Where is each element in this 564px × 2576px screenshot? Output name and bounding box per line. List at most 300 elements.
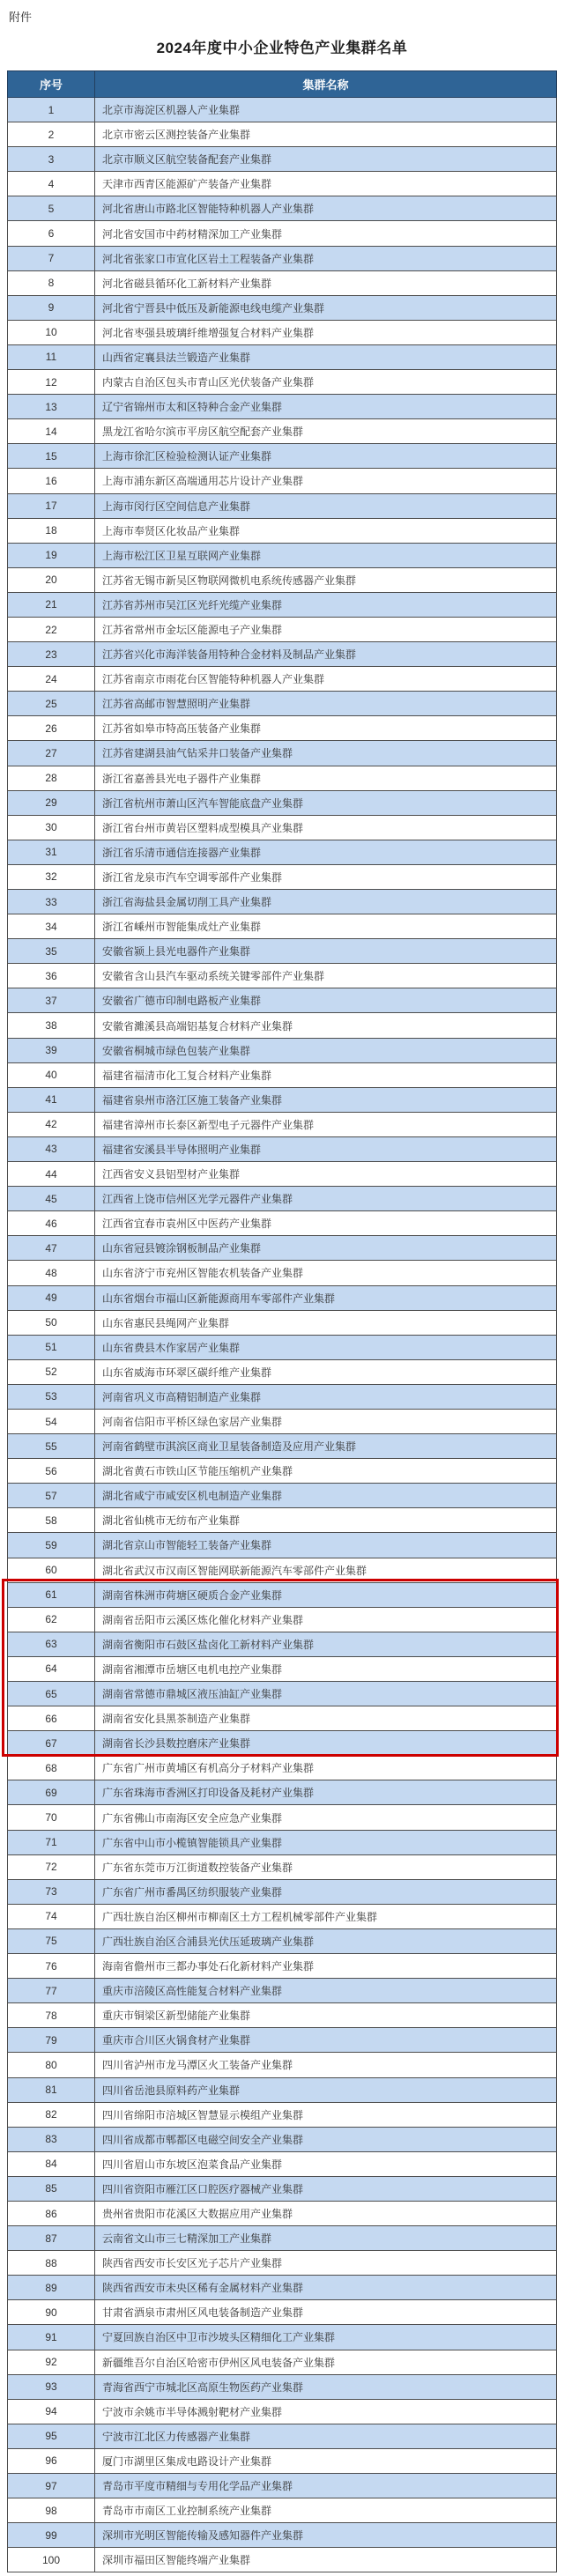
row-index-cell: 63 (8, 1632, 95, 1656)
row-name-cell: 河北省磁县循环化工新材料产业集群 (95, 270, 557, 295)
table-row (8, 1087, 557, 1112)
row-index-cell: 96 (8, 2448, 95, 2473)
table-row (8, 815, 557, 840)
row-index-cell: 21 (8, 592, 95, 617)
row-index-cell: 30 (8, 815, 95, 840)
table-row (8, 988, 557, 1013)
table-row (8, 1756, 557, 1780)
row-name-cell: 广东省广州市番禺区纺织服装产业集群 (95, 1879, 557, 1904)
row-index-cell: 89 (8, 2276, 95, 2300)
table-row (8, 295, 557, 320)
row-index-cell: 94 (8, 2399, 95, 2424)
row-name-cell: 山东省烟台市福山区新能源商用车零部件产业集群 (95, 1285, 557, 1310)
attachment-label: 附件 (9, 11, 33, 24)
table-row (8, 716, 557, 741)
row-index-cell: 33 (8, 890, 95, 914)
row-name-cell: 江苏省苏州市吴江区光纤光缆产业集群 (95, 592, 557, 617)
row-name-cell: 江西省宜春市袁州区中医药产业集群 (95, 1211, 557, 1236)
table-row (8, 2548, 557, 2572)
table-row (8, 147, 557, 172)
col-header-name: 集群名称 (95, 71, 557, 98)
table-row (8, 2350, 557, 2374)
table-row (8, 2053, 557, 2077)
row-index-cell: 98 (8, 2498, 95, 2523)
table-row (8, 1780, 557, 1805)
table-row (8, 444, 557, 469)
table-row (8, 2127, 557, 2151)
table-row (8, 1038, 557, 1062)
table-row (8, 1979, 557, 2003)
row-name-cell: 福建省泉州市洛江区施工装备产业集群 (95, 1087, 557, 1112)
table-row (8, 98, 557, 122)
table-row (8, 1261, 557, 1285)
table-row (8, 642, 557, 667)
row-index-cell: 82 (8, 2102, 95, 2127)
row-name-cell: 江西省安义县铝型材产业集群 (95, 1162, 557, 1187)
row-name-cell: 青海省西宁市城北区高原生物医药产业集群 (95, 2374, 557, 2399)
row-index-cell: 78 (8, 2003, 95, 2028)
row-name-cell: 新疆维吾尔自治区哈密市伊州区风电装备产业集群 (95, 2350, 557, 2374)
table-row (8, 1954, 557, 1979)
row-index-cell: 43 (8, 1136, 95, 1161)
page-title: 2024年度中小企业特色产业集群名单 (156, 40, 408, 56)
row-index-cell: 22 (8, 617, 95, 641)
table-row (8, 1879, 557, 1904)
row-name-cell: 黑龙江省哈尔滨市平房区航空配套产业集群 (95, 419, 557, 444)
row-index-cell: 79 (8, 2028, 95, 2053)
row-index-cell: 87 (8, 2226, 95, 2251)
table-row (8, 1508, 557, 1533)
row-name-cell: 湖南省衡阳市石鼓区盐卤化工新材料产业集群 (95, 1632, 557, 1656)
row-index-cell: 97 (8, 2474, 95, 2498)
row-index-cell: 5 (8, 196, 95, 221)
row-index-cell: 74 (8, 1904, 95, 1928)
row-name-cell: 四川省泸州市龙马潭区火工装备产业集群 (95, 2053, 557, 2077)
row-index-cell: 100 (8, 2548, 95, 2572)
row-index-cell: 44 (8, 1162, 95, 1187)
row-name-cell: 广西壮族自治区柳州市柳南区土方工程机械零部件产业集群 (95, 1904, 557, 1928)
row-index-cell: 71 (8, 1830, 95, 1854)
table-row (8, 2276, 557, 2300)
row-name-cell: 天津市西青区能源矿产装备产业集群 (95, 172, 557, 196)
row-index-cell: 99 (8, 2523, 95, 2548)
row-index-cell: 9 (8, 295, 95, 320)
row-name-cell: 江苏省高邮市智慧照明产业集群 (95, 692, 557, 716)
row-name-cell: 北京市密云区测控装备产业集群 (95, 122, 557, 147)
row-index-cell: 13 (8, 395, 95, 419)
row-name-cell: 北京市顺义区航空装备配套产业集群 (95, 147, 557, 172)
row-name-cell: 安徽省含山县汽车驱动系统关键零部件产业集群 (95, 964, 557, 988)
row-index-cell: 39 (8, 1038, 95, 1062)
row-index-cell: 90 (8, 2300, 95, 2325)
row-name-cell: 安徽省濉溪县高端铝基复合材料产业集群 (95, 1013, 557, 1038)
table-row (8, 1285, 557, 1310)
row-name-cell: 贵州省贵阳市花溪区大数据应用产业集群 (95, 2201, 557, 2225)
row-index-cell: 37 (8, 988, 95, 1013)
table-row (8, 2474, 557, 2498)
row-name-cell: 湖南省湘潭市岳塘区电机电控产业集群 (95, 1656, 557, 1681)
row-name-cell: 深圳市福田区智能终端产业集群 (95, 2548, 557, 2572)
row-index-cell: 6 (8, 221, 95, 246)
table-row (8, 2201, 557, 2225)
row-name-cell: 江苏省兴化市海洋装备用特种合金材料及制品产业集群 (95, 642, 557, 667)
row-index-cell: 27 (8, 741, 95, 766)
table-row (8, 1533, 557, 1558)
row-name-cell: 深圳市光明区智能传输及感知器件产业集群 (95, 2523, 557, 2548)
row-index-cell: 18 (8, 518, 95, 543)
row-index-cell: 70 (8, 1805, 95, 1830)
row-index-cell: 42 (8, 1112, 95, 1136)
table-row (8, 469, 557, 493)
cluster-table (7, 70, 557, 2572)
row-name-cell: 浙江省嘉善县光电子器件产业集群 (95, 766, 557, 790)
table-row (8, 890, 557, 914)
row-name-cell: 广东省佛山市南海区安全应急产业集群 (95, 1805, 557, 1830)
row-index-cell: 36 (8, 964, 95, 988)
table-row (8, 1409, 557, 1433)
row-name-cell: 浙江省杭州市萧山区汽车智能底盘产业集群 (95, 790, 557, 815)
row-name-cell: 重庆市涪陵区高性能复合材料产业集群 (95, 1979, 557, 2003)
row-name-cell: 山东省济宁市兖州区智能农机装备产业集群 (95, 1261, 557, 1285)
row-name-cell: 安徽省颍上县光电器件产业集群 (95, 939, 557, 964)
row-index-cell: 61 (8, 1582, 95, 1607)
row-index-cell: 65 (8, 1682, 95, 1706)
row-index-cell: 68 (8, 1756, 95, 1780)
row-index-cell: 8 (8, 270, 95, 295)
table-row (8, 493, 557, 518)
table-row (8, 2399, 557, 2424)
row-name-cell: 上海市松江区卫星互联网产业集群 (95, 543, 557, 567)
table-row (8, 1484, 557, 1508)
row-name-cell: 湖北省仙桃市无纺布产业集群 (95, 1508, 557, 1533)
row-index-cell: 73 (8, 1879, 95, 1904)
row-index-cell: 19 (8, 543, 95, 567)
row-index-cell: 52 (8, 1359, 95, 1384)
table-row (8, 1854, 557, 1879)
row-name-cell: 山东省惠民县绳网产业集群 (95, 1310, 557, 1335)
table-row (8, 1112, 557, 1136)
table-row (8, 1731, 557, 1756)
table-row (8, 939, 557, 964)
table-row (8, 667, 557, 692)
row-name-cell: 上海市徐汇区检验检测认证产业集群 (95, 444, 557, 469)
table-row (8, 2176, 557, 2201)
table-row (8, 1211, 557, 1236)
row-index-cell: 76 (8, 1954, 95, 1979)
table-row (8, 914, 557, 939)
table-row (8, 1582, 557, 1607)
row-index-cell: 17 (8, 493, 95, 518)
table-row (8, 692, 557, 716)
row-index-cell: 4 (8, 172, 95, 196)
row-name-cell: 厦门市湖里区集成电路设计产业集群 (95, 2448, 557, 2473)
table-row (8, 567, 557, 592)
table-row (8, 964, 557, 988)
row-index-cell: 45 (8, 1187, 95, 1211)
table-row (8, 1904, 557, 1928)
table-row (8, 1830, 557, 1854)
row-name-cell: 河北省唐山市路北区智能特种机器人产业集群 (95, 196, 557, 221)
row-name-cell: 山东省费县木作家居产业集群 (95, 1335, 557, 1359)
row-index-cell: 23 (8, 642, 95, 667)
row-name-cell: 四川省绵阳市涪城区智慧显示模组产业集群 (95, 2102, 557, 2127)
row-name-cell: 山东省冠县镀涂钢板制品产业集群 (95, 1236, 557, 1261)
row-index-cell: 25 (8, 692, 95, 716)
table-row (8, 1632, 557, 1656)
row-index-cell: 69 (8, 1780, 95, 1805)
row-index-cell: 3 (8, 147, 95, 172)
table-row (8, 2102, 557, 2127)
table-row (8, 1187, 557, 1211)
row-index-cell: 11 (8, 344, 95, 369)
table-row (8, 741, 557, 766)
row-index-cell: 84 (8, 2151, 95, 2176)
row-index-cell: 31 (8, 840, 95, 864)
row-index-cell: 92 (8, 2350, 95, 2374)
table-row (8, 2151, 557, 2176)
row-name-cell: 湖北省京山市智能轻工装备产业集群 (95, 1533, 557, 1558)
row-name-cell: 浙江省龙泉市汽车空调零部件产业集群 (95, 864, 557, 889)
row-name-cell: 广东省东莞市万江街道数控装备产业集群 (95, 1854, 557, 1879)
row-index-cell: 46 (8, 1211, 95, 1236)
table-row (8, 518, 557, 543)
row-name-cell: 福建省安溪县半导体照明产业集群 (95, 1136, 557, 1161)
table-row (8, 2300, 557, 2325)
row-name-cell: 四川省眉山市东坡区泡菜食品产业集群 (95, 2151, 557, 2176)
table-row (8, 766, 557, 790)
row-name-cell: 四川省资阳市雁江区口腔医疗器械产业集群 (95, 2176, 557, 2201)
row-name-cell: 陕西省西安市长安区光子芯片产业集群 (95, 2251, 557, 2276)
row-name-cell: 浙江省海盐县金属切削工具产业集群 (95, 890, 557, 914)
row-name-cell: 湖南省株洲市荷塘区硬质合金产业集群 (95, 1582, 557, 1607)
table-row (8, 1384, 557, 1409)
table-row (8, 1434, 557, 1459)
row-name-cell: 安徽省桐城市绿色包装产业集群 (95, 1038, 557, 1062)
row-index-cell: 93 (8, 2374, 95, 2399)
row-index-cell: 66 (8, 1706, 95, 1731)
row-name-cell: 宁波市余姚市半导体溅射靶材产业集群 (95, 2399, 557, 2424)
table-row (8, 320, 557, 344)
row-index-cell: 32 (8, 864, 95, 889)
table-row (8, 617, 557, 641)
row-name-cell: 河北省安国市中药材精深加工产业集群 (95, 221, 557, 246)
row-index-cell: 54 (8, 1409, 95, 1433)
row-index-cell: 15 (8, 444, 95, 469)
table-row (8, 2325, 557, 2350)
row-index-cell: 86 (8, 2201, 95, 2225)
table-row (8, 1335, 557, 1359)
row-index-cell: 35 (8, 939, 95, 964)
row-name-cell: 江苏省常州市金坛区能源电子产业集群 (95, 617, 557, 641)
table-row (8, 1162, 557, 1187)
row-name-cell: 湖北省武汉市汉南区智能网联新能源汽车零部件产业集群 (95, 1558, 557, 1582)
row-index-cell: 50 (8, 1310, 95, 1335)
table-row (8, 2523, 557, 2548)
row-name-cell: 陕西省西安市未央区稀有金属材料产业集群 (95, 2276, 557, 2300)
row-name-cell: 内蒙古自治区包头市青山区光伏装备产业集群 (95, 370, 557, 395)
table-row (8, 395, 557, 419)
row-index-cell: 80 (8, 2053, 95, 2077)
row-name-cell: 广西壮族自治区合浦县光伏压延玻璃产业集群 (95, 1928, 557, 1953)
row-name-cell: 河南省巩义市高精铝制造产业集群 (95, 1384, 557, 1409)
row-name-cell: 广东省广州市黄埔区有机高分子材料产业集群 (95, 1756, 557, 1780)
table-row (8, 1310, 557, 1335)
table-row (8, 1656, 557, 1681)
table-row (8, 1062, 557, 1087)
table-row (8, 2498, 557, 2523)
row-index-cell: 95 (8, 2424, 95, 2448)
table-row (8, 1682, 557, 1706)
table-row (8, 419, 557, 444)
row-name-cell: 浙江省台州市黄岩区塑料成型模具产业集群 (95, 815, 557, 840)
table-row (8, 122, 557, 147)
row-name-cell: 广东省中山市小榄镇智能锁具产业集群 (95, 1830, 557, 1854)
row-name-cell: 湖南省安化县黑茶制造产业集群 (95, 1706, 557, 1731)
row-name-cell: 宁波市江北区力传感器产业集群 (95, 2424, 557, 2448)
row-name-cell: 浙江省乐清市通信连接器产业集群 (95, 840, 557, 864)
row-index-cell: 53 (8, 1384, 95, 1409)
table-row (8, 1558, 557, 1582)
row-name-cell: 湖南省长沙县数控磨床产业集群 (95, 1731, 557, 1756)
row-index-cell: 83 (8, 2127, 95, 2151)
row-name-cell: 江苏省无锡市新吴区物联网微机电系统传感器产业集群 (95, 567, 557, 592)
row-index-cell: 38 (8, 1013, 95, 1038)
table-row (8, 172, 557, 196)
row-name-cell: 上海市闵行区空间信息产业集群 (95, 493, 557, 518)
row-name-cell: 云南省文山市三七精深加工产业集群 (95, 2226, 557, 2251)
table-row (8, 840, 557, 864)
table-row (8, 790, 557, 815)
row-index-cell: 34 (8, 914, 95, 939)
table-row (8, 1805, 557, 1830)
row-index-cell: 81 (8, 2077, 95, 2102)
table-row (8, 1459, 557, 1484)
table-row (8, 270, 557, 295)
row-index-cell: 55 (8, 1434, 95, 1459)
row-name-cell: 四川省成都市郫都区电磁空间安全产业集群 (95, 2127, 557, 2151)
row-name-cell: 广东省珠海市香洲区打印设备及耗材产业集群 (95, 1780, 557, 1805)
table-row (8, 370, 557, 395)
table-row (8, 1136, 557, 1161)
row-name-cell: 河北省宁晋县中低压及新能源电线电缆产业集群 (95, 295, 557, 320)
table-row (8, 196, 557, 221)
row-name-cell: 湖南省常德市鼎城区液压油缸产业集群 (95, 1682, 557, 1706)
table-row (8, 592, 557, 617)
row-name-cell: 河南省鹤壁市淇滨区商业卫星装备制造及应用产业集群 (95, 1434, 557, 1459)
table-row (8, 864, 557, 889)
table-row (8, 543, 557, 567)
row-name-cell: 上海市浦东新区高端通用芯片设计产业集群 (95, 469, 557, 493)
row-name-cell: 福建省漳州市长泰区新型电子元器件产业集群 (95, 1112, 557, 1136)
row-index-cell: 72 (8, 1854, 95, 1879)
row-index-cell: 41 (8, 1087, 95, 1112)
row-name-cell: 山东省威海市环翠区碳纤维产业集群 (95, 1359, 557, 1384)
row-name-cell: 青岛市平度市精细与专用化学品产业集群 (95, 2474, 557, 2498)
row-name-cell: 河南省信阳市平桥区绿色家居产业集群 (95, 1409, 557, 1433)
row-index-cell: 59 (8, 1533, 95, 1558)
row-index-cell: 28 (8, 766, 95, 790)
table-row (8, 2251, 557, 2276)
row-index-cell: 56 (8, 1459, 95, 1484)
row-index-cell: 10 (8, 320, 95, 344)
row-name-cell: 上海市奉贤区化妆品产业集群 (95, 518, 557, 543)
row-index-cell: 51 (8, 1335, 95, 1359)
col-header-index: 序号 (8, 71, 95, 98)
table-row (8, 2077, 557, 2102)
row-name-cell: 青岛市市南区工业控制系统产业集群 (95, 2498, 557, 2523)
row-index-cell: 48 (8, 1261, 95, 1285)
row-name-cell: 河北省枣强县玻璃纤维增强复合材料产业集群 (95, 320, 557, 344)
row-index-cell: 85 (8, 2176, 95, 2201)
row-name-cell: 江苏省建湖县油气钻采井口装备产业集群 (95, 741, 557, 766)
row-name-cell: 甘肃省酒泉市肃州区风电装备制造产业集群 (95, 2300, 557, 2325)
table-row (8, 2448, 557, 2473)
row-index-cell: 62 (8, 1607, 95, 1632)
row-index-cell: 64 (8, 1656, 95, 1681)
row-index-cell: 26 (8, 716, 95, 741)
table-row (8, 2374, 557, 2399)
row-index-cell: 1 (8, 98, 95, 122)
row-name-cell: 江苏省如皋市特高压装备产业集群 (95, 716, 557, 741)
table-row (8, 1928, 557, 1953)
table-row (8, 344, 557, 369)
row-index-cell: 88 (8, 2251, 95, 2276)
table-row (8, 2028, 557, 2053)
row-name-cell: 山西省定襄县法兰锻造产业集群 (95, 344, 557, 369)
row-name-cell: 四川省岳池县原料药产业集群 (95, 2077, 557, 2102)
row-name-cell: 海南省儋州市三都办事处石化新材料产业集群 (95, 1954, 557, 1979)
row-index-cell: 58 (8, 1508, 95, 1533)
table-row (8, 246, 557, 270)
row-index-cell: 2 (8, 122, 95, 147)
row-index-cell: 91 (8, 2325, 95, 2350)
row-index-cell: 29 (8, 790, 95, 815)
row-index-cell: 49 (8, 1285, 95, 1310)
row-index-cell: 24 (8, 667, 95, 692)
row-name-cell: 浙江省嵊州市智能集成灶产业集群 (95, 914, 557, 939)
row-name-cell: 重庆市铜梁区新型储能产业集群 (95, 2003, 557, 2028)
row-name-cell: 辽宁省锦州市太和区特种合金产业集群 (95, 395, 557, 419)
row-index-cell: 77 (8, 1979, 95, 2003)
row-name-cell: 安徽省广德市印制电路板产业集群 (95, 988, 557, 1013)
row-index-cell: 12 (8, 370, 95, 395)
row-index-cell: 75 (8, 1928, 95, 1953)
table-row (8, 1236, 557, 1261)
row-index-cell: 47 (8, 1236, 95, 1261)
row-index-cell: 60 (8, 1558, 95, 1582)
row-index-cell: 40 (8, 1062, 95, 1087)
table-header-row (8, 71, 557, 98)
row-name-cell: 重庆市合川区火锅食材产业集群 (95, 2028, 557, 2053)
row-name-cell: 江西省上饶市信州区光学元器件产业集群 (95, 1187, 557, 1211)
row-name-cell: 宁夏回族自治区中卫市沙坡头区精细化工产业集群 (95, 2325, 557, 2350)
row-index-cell: 7 (8, 246, 95, 270)
row-index-cell: 14 (8, 419, 95, 444)
row-index-cell: 67 (8, 1731, 95, 1756)
row-name-cell: 河北省张家口市宣化区岩土工程装备产业集群 (95, 246, 557, 270)
table-row (8, 2226, 557, 2251)
table-row (8, 2424, 557, 2448)
table-row (8, 1359, 557, 1384)
row-name-cell: 湖南省岳阳市云溪区炼化催化材料产业集群 (95, 1607, 557, 1632)
table-row (8, 2003, 557, 2028)
table-row (8, 1013, 557, 1038)
row-name-cell: 湖北省咸宁市咸安区机电制造产业集群 (95, 1484, 557, 1508)
table-row (8, 1607, 557, 1632)
row-name-cell: 湖北省黄石市铁山区节能压缩机产业集群 (95, 1459, 557, 1484)
row-name-cell: 福建省福清市化工复合材料产业集群 (95, 1062, 557, 1087)
table-row (8, 1706, 557, 1731)
